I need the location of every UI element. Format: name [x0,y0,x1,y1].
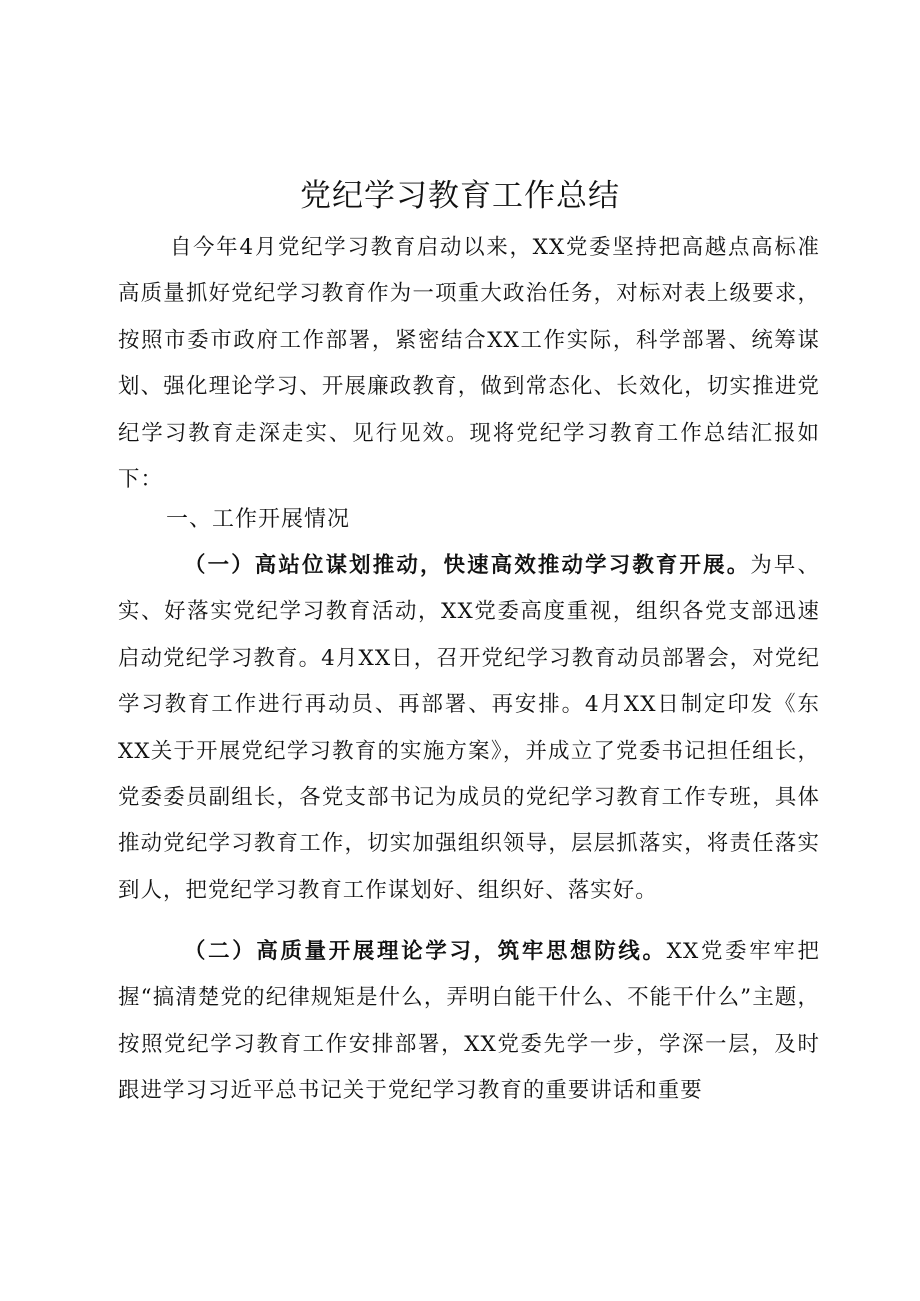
document-title: 党纪学习教育工作总结 [300,178,620,214]
item-1-lead: （一）高站位谋划推动，快速高效推动学习教育开展。 [184,553,751,578]
item-2-text: XX党委牢牢把握“搞清楚党的纪律规矩是什么，弄明白能干什么、不能干什么”主题，按照党纪学习教育工作安排部署，XX党委先学一步，学深一层，及时跟进学习习近平总书记关于党纪学习教育的重要讲话和重要 [118,939,820,1104]
section-heading: 一、工作开展情况 [166,507,351,532]
intro-paragraph: 自今年4月党纪学习教育启动以来，XX党委坚持把高越点高标准高质量抓好党纪学习教育作为一项重大政治任务，对标对表上级要求，按照市委市政府工作部署，紧密结合XX工作实际，科学部署、统筹谋划、强化理论学习、开展廉政教育，做到常态化、长效化，切实推进党纪学习教育走深走实、见行见效。现将党纪学习教育工作总结汇报如下： [118,235,820,493]
item-2-lead: （二）高质量开展理论学习，筑牢思想防线。 [184,939,667,964]
item-2-paragraph [118,929,820,1115]
item-1-text: 为早、实、好落实党纪学习教育活动，XX党委高度重视，组织各党支部迅速启动党纪学习教育。4月XX日，召开党纪学习教育动员部署会，对党纪学习教育工作进行再动员、再部署、再安排。4月XX日制定印发《东XX关于开展党纪学习教育的实施方案》，并成立了党委书记担任组长，党委委员副组长，各党支部书记为成员的党纪学习教育工作专班，具体推动党纪学习教育工作，切实加强组织领导，层层抓落实，将责任落实到人，把党纪学习教育工作谋划好、组织好、落实好。 [118,553,820,903]
item-1-paragraph [118,543,820,914]
